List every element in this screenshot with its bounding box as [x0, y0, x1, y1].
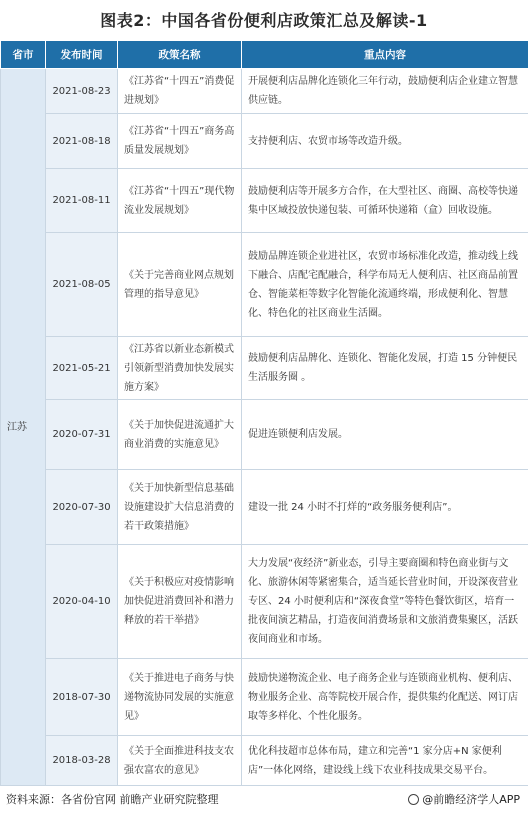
content-cell: 鼓励品牌连锁企业进社区，农贸市场标准化改造，推动线上线下融合、店配宅配融合，科学布局无人便利店、社区商品前置仓、智能菜柜等数字化智能化流通终端，形成便利化、智慧化、特色化的社区商业生活圈。: [242, 233, 528, 337]
table-row: [1, 169, 528, 233]
date-cell: 2021-08-05: [46, 233, 118, 337]
content-cell: 鼓励便利店品牌化、连锁化、智能化发展，打造 15 分钟便民生活服务圈 。: [242, 337, 528, 400]
content-cell: 鼓励便利店等开展多方合作，在大型社区、商圈、高校等快递集中区域投放快递包装、可循环快递箱（盒）回收设施。: [242, 169, 528, 233]
policy-name-cell: 《关于加快促进流通扩大商业消费的实施意见》: [118, 400, 242, 470]
date-cell: 2020-07-30: [46, 470, 118, 545]
policy-name-cell: 《关于全面推进科技支农强农富农的意见》: [118, 736, 242, 786]
content-cell: 大力发展“夜经济”新业态，引导主要商圈和特色商业街与文化、旅游休闲等紧密集合，适当延长营业时间，开设深夜营业专区、24 小时便利店和“深夜食堂”等特色餐饮街区，培育一批夜间演艺精品，打造夜间消费场景和文旅消费集聚区，活跃夜间商业和市场。: [242, 545, 528, 659]
content-cell: 支持便利店、农贸市场等改造升级。: [242, 114, 528, 169]
province-cell: 江苏: [1, 69, 46, 786]
policy-name-cell: 《江苏省“十四五”现代物流业发展规划》: [118, 169, 242, 233]
content-cell: 鼓励快递物流企业、电子商务企业与连锁商业机构、便利店、物业服务企业、高等院校开展合作，提供集约化配送、网订店取等多样化、个性化服务。: [242, 659, 528, 736]
table-row: [1, 545, 528, 659]
table-row: [1, 233, 528, 337]
table-header-row: [1, 41, 528, 69]
date-cell: 2021-08-18: [46, 114, 118, 169]
date-cell: 2018-03-28: [46, 736, 118, 786]
policy-name-cell: 《江苏省“十四五”消费促进规划》: [118, 69, 242, 114]
table-row: [1, 114, 528, 169]
chart-title: 图表2：中国各省份便利店政策汇总及解读-1: [100, 11, 428, 30]
date-cell: 2020-07-31: [46, 400, 118, 470]
table-row: [1, 659, 528, 736]
date-cell: 2021-08-11: [46, 169, 118, 233]
date-cell: 2021-05-21: [46, 337, 118, 400]
policy-name-cell: 《江苏省“十四五”商务高质量发展规划》: [118, 114, 242, 169]
policy-table: [0, 40, 528, 786]
header-province: 省市: [1, 41, 46, 69]
content-cell: 开展便利店品牌化连锁化三年行动，鼓励便利店企业建立智慧供应链。: [242, 69, 528, 114]
date-cell: 2018-07-30: [46, 659, 118, 736]
header-date: 发布时间: [46, 41, 118, 69]
header-policy-name: 政策名称: [118, 41, 242, 69]
brand-text: @前瞻经济学人APP: [422, 793, 520, 806]
header-key-content: 重点内容: [242, 41, 528, 69]
brand-mark: [408, 791, 520, 807]
table-row: [1, 736, 528, 786]
table-row: [1, 400, 528, 470]
content-cell: 优化科技超市总体布局，建立和完善“1 家分店+N 家便利店”一体化网络，建设线上线下农业科技成果交易平台。: [242, 736, 528, 786]
source-note: 资料来源：各省份官网 前瞻产业研究院整理: [6, 793, 219, 806]
date-cell: 2021-08-23: [46, 69, 118, 114]
policy-name-cell: 《关于推进电子商务与快递物流协同发展的实施意见》: [118, 659, 242, 736]
policy-name-cell: 《关于加快新型信息基础设施建设扩大信息消费的若干政策措施》: [118, 470, 242, 545]
brand-logo-icon: [408, 794, 419, 805]
content-cell: 促进连锁便利店发展。: [242, 400, 528, 470]
table-row: [1, 69, 528, 114]
table-row: [1, 337, 528, 400]
policy-name-cell: 《关于积极应对疫情影响加快促进消费回补和潜力释放的若干举措》: [118, 545, 242, 659]
policy-name-cell: 《江苏省以新业态新模式引领新型消费加快发展实施方案》: [118, 337, 242, 400]
date-cell: 2020-04-10: [46, 545, 118, 659]
table-row: [1, 470, 528, 545]
content-cell: 建设一批 24 小时不打烊的“政务服务便利店”。: [242, 470, 528, 545]
policy-name-cell: 《关于完善商业网点规划管理的指导意见》: [118, 233, 242, 337]
